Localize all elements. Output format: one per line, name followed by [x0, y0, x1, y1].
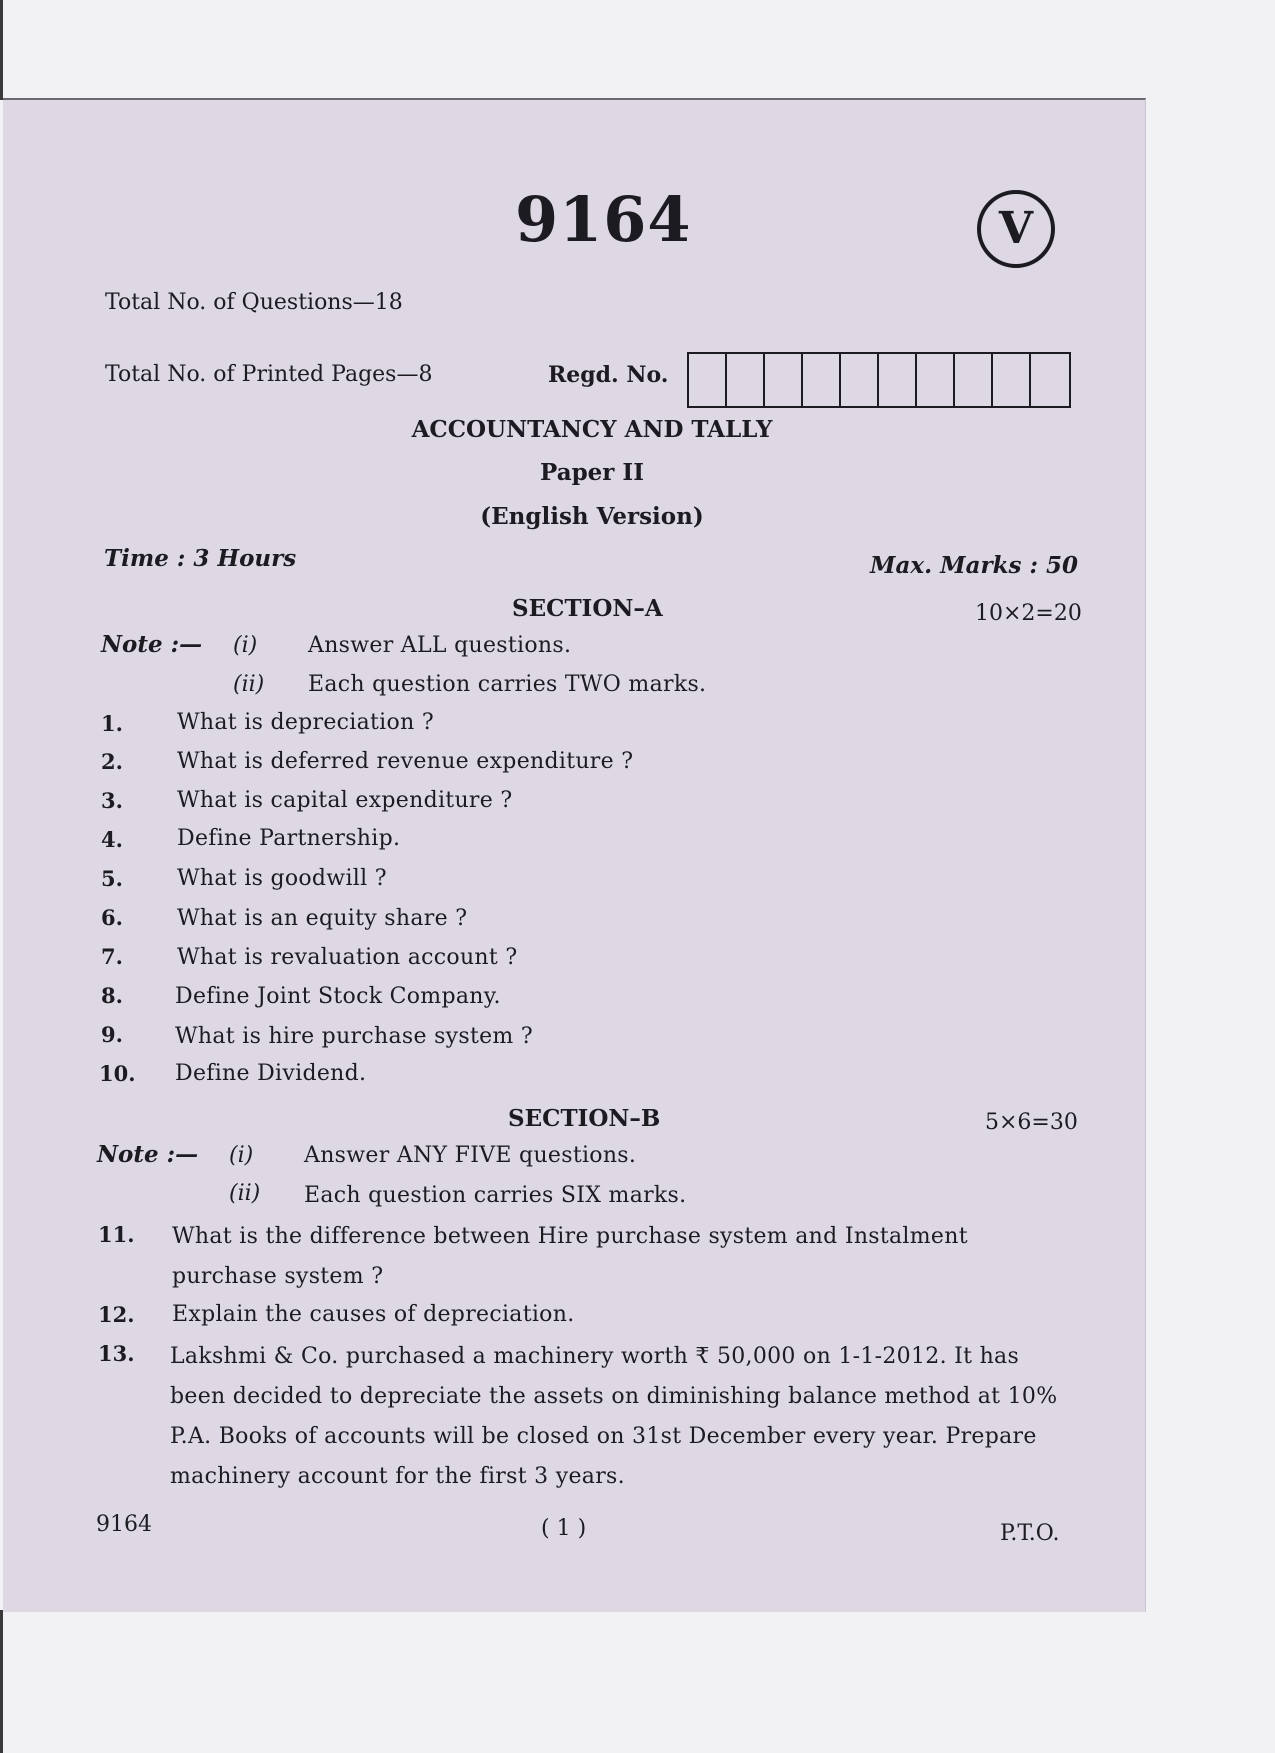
- section-a-note-label: Note :—: [101, 631, 203, 658]
- question-number: 7.: [101, 944, 123, 969]
- question-number: 10.: [99, 1061, 136, 1086]
- paper-title: Paper II: [540, 459, 644, 486]
- regd-box[interactable]: [993, 354, 1031, 406]
- question-number: 9.: [101, 1022, 123, 1047]
- version-title: (English Version): [480, 503, 704, 530]
- question-text: Define Joint Stock Company.: [175, 984, 501, 1009]
- regd-number-boxes[interactable]: [687, 352, 1071, 408]
- question-number: 5.: [101, 866, 123, 891]
- regd-box[interactable]: [689, 354, 727, 406]
- question-text: What is revaluation account ?: [177, 945, 518, 970]
- regd-box[interactable]: [727, 354, 765, 406]
- question-text: Define Partnership.: [177, 826, 401, 851]
- question-text: Define Dividend.: [175, 1061, 367, 1086]
- question-number: 4.: [101, 827, 123, 852]
- question-number: 6.: [101, 905, 123, 930]
- note-number: (ii): [229, 1181, 261, 1206]
- regd-box[interactable]: [917, 354, 955, 406]
- regd-box[interactable]: [955, 354, 993, 406]
- question-number: 1.: [101, 711, 123, 736]
- note-text: Each question carries SIX marks.: [304, 1183, 687, 1208]
- section-b-title: SECTION–B: [508, 1105, 661, 1132]
- regd-box[interactable]: [1031, 354, 1069, 406]
- question-number: 2.: [101, 749, 123, 774]
- regd-box[interactable]: [803, 354, 841, 406]
- question-text: What is an equity share ?: [177, 906, 468, 931]
- question-text: What is depreciation ?: [177, 710, 434, 735]
- exam-time: Time : 3 Hours: [104, 545, 297, 572]
- section-b-note-label: Note :—: [97, 1141, 199, 1168]
- question-number: 11.: [98, 1222, 135, 1247]
- question-text: Explain the causes of depreciation.: [172, 1302, 575, 1327]
- paper-code: 9164: [515, 183, 692, 256]
- note-number: (i): [229, 1143, 254, 1168]
- question-number: 12.: [98, 1302, 135, 1327]
- section-a-title: SECTION–A: [512, 595, 663, 622]
- question-text: What is the difference between Hire purchase system and Instalment purchase system ?: [172, 1224, 968, 1289]
- note-text: Answer ALL questions.: [308, 633, 572, 658]
- question-text: What is goodwill ?: [177, 866, 387, 891]
- note-text: Answer ANY FIVE questions.: [304, 1143, 637, 1168]
- total-pages: Total No. of Printed Pages—8: [105, 362, 433, 387]
- note-text: Each question carries TWO marks.: [308, 672, 707, 697]
- regd-box[interactable]: [841, 354, 879, 406]
- max-marks: Max. Marks : 50: [870, 552, 1078, 579]
- section-a-marks: 10×2=20: [975, 601, 1082, 626]
- scan-edge: [0, 0, 3, 100]
- note-number: (i): [233, 633, 258, 658]
- total-questions: Total No. of Questions—18: [105, 290, 403, 315]
- question-text: What is capital expenditure ?: [177, 788, 513, 813]
- question-number: 8.: [101, 983, 123, 1008]
- page-number: ( 1 ): [541, 1516, 587, 1541]
- section-b-marks: 5×6=30: [985, 1110, 1078, 1135]
- question-text: Lakshmi & Co. purchased a machinery worth ₹ 50,000 on 1-1-2012. It has been decided to depreciate the assets on diminishing balance method at 10% P.A. Books of accounts will be closed on 31st December every year. Prepare machinery account for the first 3 years.: [170, 1344, 1058, 1489]
- footer-paper-code: 9164: [96, 1512, 152, 1537]
- question-number: 3.: [101, 788, 123, 813]
- regd-box[interactable]: [765, 354, 803, 406]
- scan-edge: [0, 1610, 3, 1753]
- pto-label: P.T.O.: [1000, 1521, 1060, 1546]
- regd-label: Regd. No.: [548, 362, 669, 388]
- note-number: (ii): [233, 672, 265, 697]
- subject-title: ACCOUNTANCY AND TALLY: [411, 416, 773, 443]
- question-text: What is deferred revenue expenditure ?: [177, 749, 634, 774]
- regd-box[interactable]: [879, 354, 917, 406]
- question-text: What is hire purchase system ?: [175, 1024, 533, 1049]
- version-badge: V: [977, 190, 1055, 268]
- question-number: 13.: [98, 1341, 135, 1366]
